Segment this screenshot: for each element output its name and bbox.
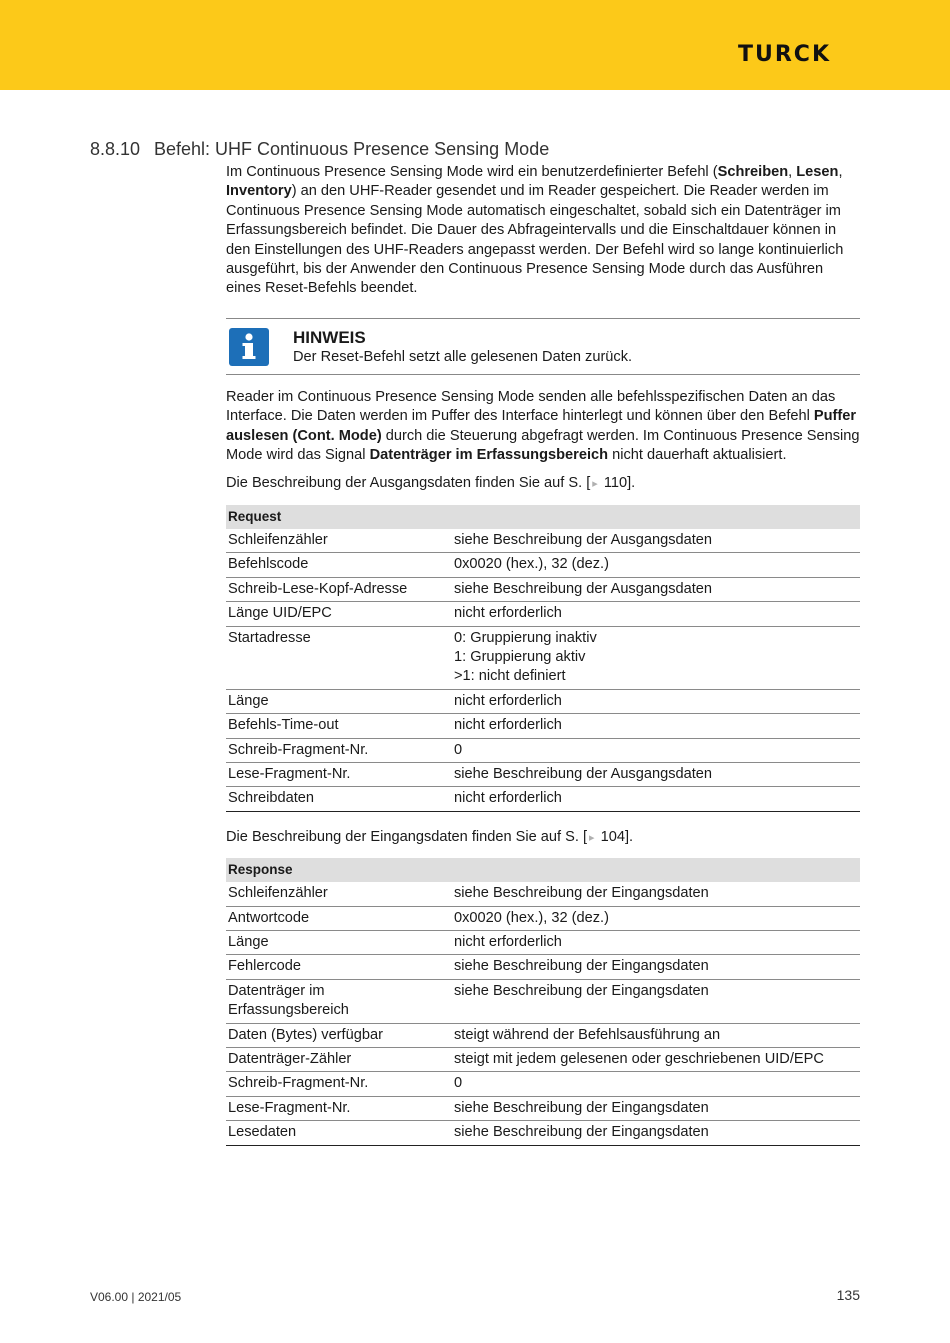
table-row: Datenträger im Erfassungsbereich siehe Beschreibung der Eingangsdaten: [226, 979, 860, 1023]
info-icon: [229, 328, 269, 366]
table-row: Schreib-Fragment-Nr. 0: [226, 738, 860, 762]
input-reference-link[interactable]: 104].: [596, 828, 634, 845]
page-number: 135: [836, 1287, 860, 1303]
response-table: [226, 858, 860, 1145]
request-table-header: Request: [226, 505, 860, 529]
table-row: Startadresse 0: Gruppierung inaktiv 1: Gruppierung aktiv >1: nicht definiert: [226, 626, 860, 689]
table-row: Lese-Fragment-Nr. siehe Beschreibung der Ausgangsdaten: [226, 762, 860, 786]
table-row: Befehls-Time-out nicht erforderlich: [226, 714, 860, 738]
output-reference: Die Beschreibung der Ausgangsdaten finden Sie auf S. [ ▸ 110].: [226, 475, 636, 492]
table-row: Schleifenzähler siehe Beschreibung der Eingangsdaten: [226, 882, 860, 906]
paragraph-2: Reader im Continuous Presence Sensing Mode senden alle befehlsspezifischen Daten an das Interface. Die Daten werden im Puffer des Interface hinterlegt und können über den Befehl Puffer auslesen (Cont. Mode) durch die Steuerung abgefragt werden. Im Continuous Presence Sensing Mode wird das Signal Datenträger im Erfassungsbereich nicht dauerhaft aktualisiert.: [226, 388, 860, 464]
output-reference-link[interactable]: 110].: [599, 475, 636, 492]
table-row: Länge UID/EPC nicht erforderlich: [226, 602, 860, 626]
table-row: Datenträger-Zähler steigt mit jedem gelesenen oder geschriebenen UID/EPC: [226, 1048, 860, 1072]
section-heading: [90, 139, 549, 160]
arrow-right-icon: ▸: [592, 478, 598, 491]
table-row: Lese-Fragment-Nr. siehe Beschreibung der Eingangsdaten: [226, 1096, 860, 1120]
content: [226, 163, 860, 1146]
table-row: Schreib-Fragment-Nr. 0: [226, 1072, 860, 1096]
table-row: Länge nicht erforderlich: [226, 930, 860, 954]
note-title: HINWEIS: [293, 327, 366, 347]
table-row: Schleifenzähler siehe Beschreibung der Ausgangsdaten: [226, 529, 860, 553]
intro-paragraph: Im Continuous Presence Sensing Mode wird ein benutzerdefinierter Befehl (Schreiben, Lesen, Inventory) an den UHF-Reader gesendet und im Reader gespeichert. Die Reader werden im Continuous Presence Sensing Mode automatisch eingeschaltet, sobald sich ein Datenträger im Erfassungsbereich befindet. Die Dauer des Abfrageintervalls und die Einschaltdauer können in den Einstellungen des UHF-Readers angepasst werden. Der Befehl wird so lange kontinuierlich ausgeführt, bis der Anwender den Continuous Presence Sensing Mode durch das Ausführen eines Reset-Befehls beendet.: [226, 164, 844, 297]
table-row: Fehlercode siehe Beschreibung der Eingangsdaten: [226, 955, 860, 979]
table-row: Länge nicht erforderlich: [226, 689, 860, 713]
table-row: Befehlscode 0x0020 (hex.), 32 (dez.): [226, 553, 860, 577]
header-band: [0, 0, 950, 90]
section-title: Befehl: UHF Continuous Presence Sensing Mode: [154, 139, 550, 159]
table-row: Schreib-Lese-Kopf-Adresse siehe Beschreibung der Ausgangsdaten: [226, 577, 860, 601]
table-row: Antwortcode 0x0020 (hex.), 32 (dez.): [226, 906, 860, 930]
request-table: [226, 505, 860, 812]
footer-version: V06.00 | 2021/05: [90, 1290, 182, 1304]
arrow-right-icon: ▸: [589, 831, 595, 844]
response-table-header: Response: [226, 858, 860, 882]
svg-text:TURCK: TURCK: [738, 42, 832, 66]
note-text: Der Reset-Befehl setzt alle gelesenen Daten zurück.: [293, 348, 633, 365]
table-row: Daten (Bytes) verfügbar steigt während der Befehlsausführung an: [226, 1023, 860, 1047]
note-box: [226, 318, 860, 375]
table-row: Schreibdaten nicht erforderlich: [226, 787, 860, 811]
table-row: Lesedaten siehe Beschreibung der Eingangsdaten: [226, 1121, 860, 1145]
turck-logo: [738, 40, 914, 66]
section-number: 8.8.10: [90, 139, 141, 159]
input-reference: Die Beschreibung der Eingangsdaten finden Sie auf S. [ ▸ 104].: [226, 828, 634, 845]
